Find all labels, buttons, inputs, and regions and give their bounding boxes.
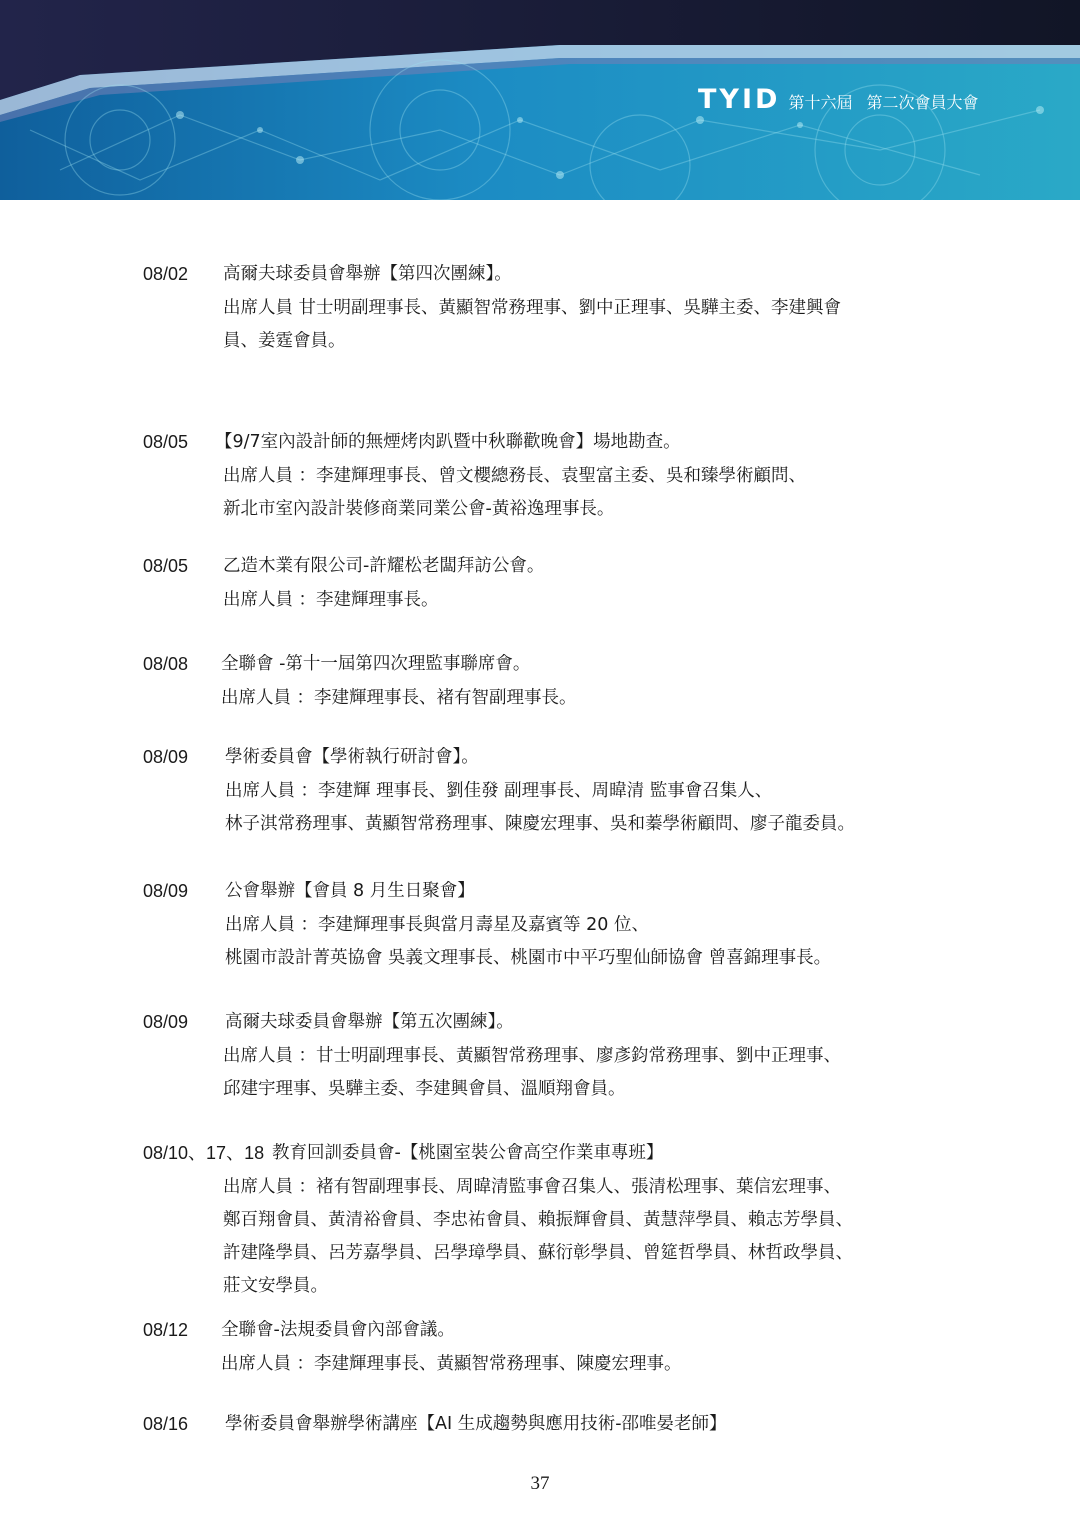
entry-line: 邱建宇理事、吳驊主委、李建興會員、溫順翔會員。: [223, 1079, 626, 1099]
brand-logo-text: TYID: [698, 84, 781, 115]
entry-line: 出席人員 ：甘士明副理事長、黃顯智常務理事、廖彥鈞常務理事、劉中正理事、: [223, 1046, 842, 1066]
entry-line: 出席人員 ：李建輝理事長與當月壽星及嘉賓等 20 位、: [225, 915, 649, 935]
entry-date: 08/10、17、18: [143, 1143, 265, 1163]
entry-date: 08/09: [143, 1012, 189, 1032]
entry-line: 學術委員會舉辦學術講座【AI 生成趨勢與應用技術-邵唯晏老師】: [225, 1414, 727, 1434]
entry-date: 08/16: [143, 1414, 189, 1434]
entry-line: 出席人員 ：李建輝理事長、曾文櫻總務長、袁聖富主委、吳和臻學術顧問、: [223, 466, 807, 486]
entry-line: 許建隆學員、呂芳嘉學員、呂學璋學員、蘇衍彰學員、曾筵哲學員、林哲政學員、: [223, 1243, 853, 1263]
entry-line: 莊文安學員。: [223, 1276, 328, 1296]
entry-line: 出席人員 ：褚有智副理事長、周暐清監事會召集人、張清松理事、葉信宏理事、: [223, 1177, 842, 1197]
entry-line: 桃園市設計菁英協會 吳義文理事長、桃園市中平巧聖仙師協會 曾喜錦理事長。: [225, 948, 832, 968]
entry-date: 08/08: [143, 654, 189, 674]
entry-date: 08/05: [143, 432, 189, 452]
entry-date: 08/09: [143, 881, 189, 901]
banner-title: [698, 84, 978, 115]
entry-date: 08/12: [143, 1320, 189, 1340]
edition-label: 第十六屆: [788, 93, 853, 112]
entry-line: 高爾夫球委員會舉辦【第五次團練】。: [225, 1012, 514, 1032]
entry-line: 教育回訓委員會-【桃園室裝公會高空作業車專班】: [272, 1143, 664, 1163]
entry-line: 【9/7室內設計師的無煙烤肉趴暨中秋聯歡晚會】場地勘查。: [215, 432, 681, 452]
page-number: 37: [530, 1473, 550, 1494]
entry-date: 08/05: [143, 556, 189, 576]
entry-date: 08/09: [143, 747, 189, 767]
entry-line: 全聯會 -第十一屆第四次理監事聯席會。: [221, 654, 531, 674]
entry-line: 出席人員 ：李建輝理事長、褚有智副理事長。: [221, 688, 577, 708]
header-banner: [0, 0, 1080, 200]
entry-line: 鄭百翔會員、黃清裕會員、李忠祐會員、賴振輝會員、黃慧萍學員、賴志芳學員、: [223, 1210, 853, 1230]
entry-line: 員、姜霆會員。: [223, 331, 346, 351]
entry-line: 出席人員 ：李建輝 理事長、劉佳發 副理事長、周暐清 監事會召集人、: [225, 781, 773, 801]
entry-line: 林子淇常務理事、黃顯智常務理事、陳慶宏理事、吳和蓁學術顧問、廖子龍委員。: [225, 814, 855, 834]
entry-line: 學術委員會【學術執行研討會】。: [225, 747, 479, 767]
entry-line: 高爾夫球委員會舉辦【第四次團練】。: [223, 264, 512, 284]
entry-line: 新北市室內設計裝修商業同業公會-黃裕逸理事長。: [223, 499, 615, 519]
meeting-label: 第二次會員大會: [866, 93, 979, 112]
entry-line: 出席人員 甘士明副理事長、黃顯智常務理事、劉中正理事、吳驊主委、李建興會: [223, 298, 842, 318]
entry-line: 公會舉辦【會員 8 月生日聚會】: [225, 881, 475, 901]
entry-line: 全聯會-法規委員會內部會議。: [221, 1320, 455, 1340]
entry-line: 出席人員 ：李建輝理事長。: [223, 590, 439, 610]
entry-line: 乙造木業有限公司-許耀松老闆拜訪公會。: [223, 556, 545, 576]
entry-line: 出席人員 ：李建輝理事長、黃顯智常務理事、陳慶宏理事。: [221, 1354, 682, 1374]
entry-date: 08/02: [143, 264, 189, 284]
